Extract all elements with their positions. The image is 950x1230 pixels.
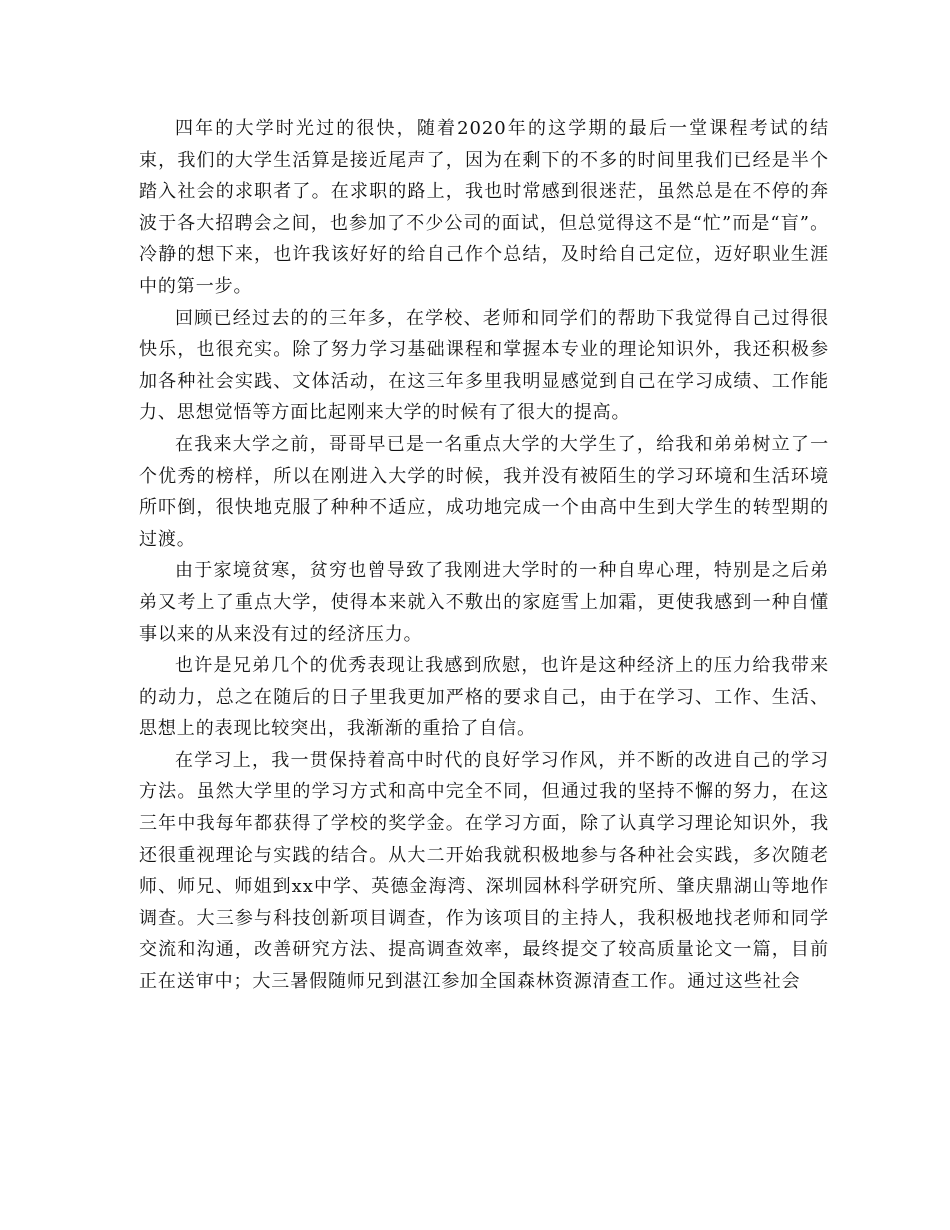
paragraph-4: 由于家境贫寒，贫穷也曾导致了我刚进大学时的一种自卑心理，特别是之后弟弟又考上了重点大学，使得本来就入不敷出的家庭雪上加霜，更使我感到一种自懂事以来的从来没有过的经济压力。: [139, 560, 829, 645]
paragraph-2: 回顾已经过去的的三年多，在学校、老师和同学们的帮助下我觉得自己过得很快乐，也很充实。除了努力学习基础课程和掌握本专业的理论知识外，我还积极参加各种社会实践、文体活动，在这三年多里我明显感觉到自己在学习成绩、工作能力、思想觉悟等方面比起刚来大学的时候有了很大的提高。: [139, 307, 829, 424]
paragraph-1: 四年的大学时光过的很快，随着2020年的这学期的最后一堂课程考试的结束，我们的大学生活算是接近尾声了，因为在剩下的不多的时间里我们已经是半个踏入社会的求职者了。在求职的路上，我也时常感到很迷茫，虽然总是在不停的奔波于各大招聘会之间，也参加了不少公司的面试，但总觉得这不是“忙”而是“盲”。冷静的想下来，也许我该好好的给自己作个总结，及时给自己定位，迈好职业生涯中的第一步。: [139, 118, 829, 297]
paragraph-6: 在学习上，我一贯保持着高中时代的良好学习作风，并不断的改进自己的学习方法。虽然大学里的学习方式和高中完全不同，但通过我的坚持不懈的努力，在这三年中我每年都获得了学校的奖学金。在学习方面，除了认真学习理论知识外，我还很重视理论与实践的结合。从大二开始我就积极地参与各种社会实践，多次随老师、师兄、师姐到xx中学、英德金海湾、深圳园林科学研究所、肇庆鼎湖山等地作调查。大三参与科技创新项目调查，作为该项目的主持人，我积极地找老师和同学交流和沟通，改善研究方法、提高调查效率，最终提交了较高质量论文一篇，目前正在送审中；大三暑假随师兄到湛江参加全国森林资源清查工作。通过这些社会: [139, 749, 829, 993]
paragraph-5: 也许是兄弟几个的优秀表现让我感到欣慰，也许是这种经济上的压力给我带来的动力，总之在随后的日子里我更加严格的要求自己，由于在学习、工作、生活、思想上的表现比较突出，我渐渐的重拾了自信。: [139, 655, 829, 740]
document-body: [139, 113, 829, 998]
paragraph-3: 在我来大学之前，哥哥早已是一名重点大学的大学生了，给我和弟弟树立了一个优秀的榜样，所以在刚进入大学的时候，我并没有被陌生的学习环境和生活环境所吓倒，很快地克服了种种不适应，成功地完成一个由高中生到大学生的转型期的过渡。: [139, 433, 829, 550]
